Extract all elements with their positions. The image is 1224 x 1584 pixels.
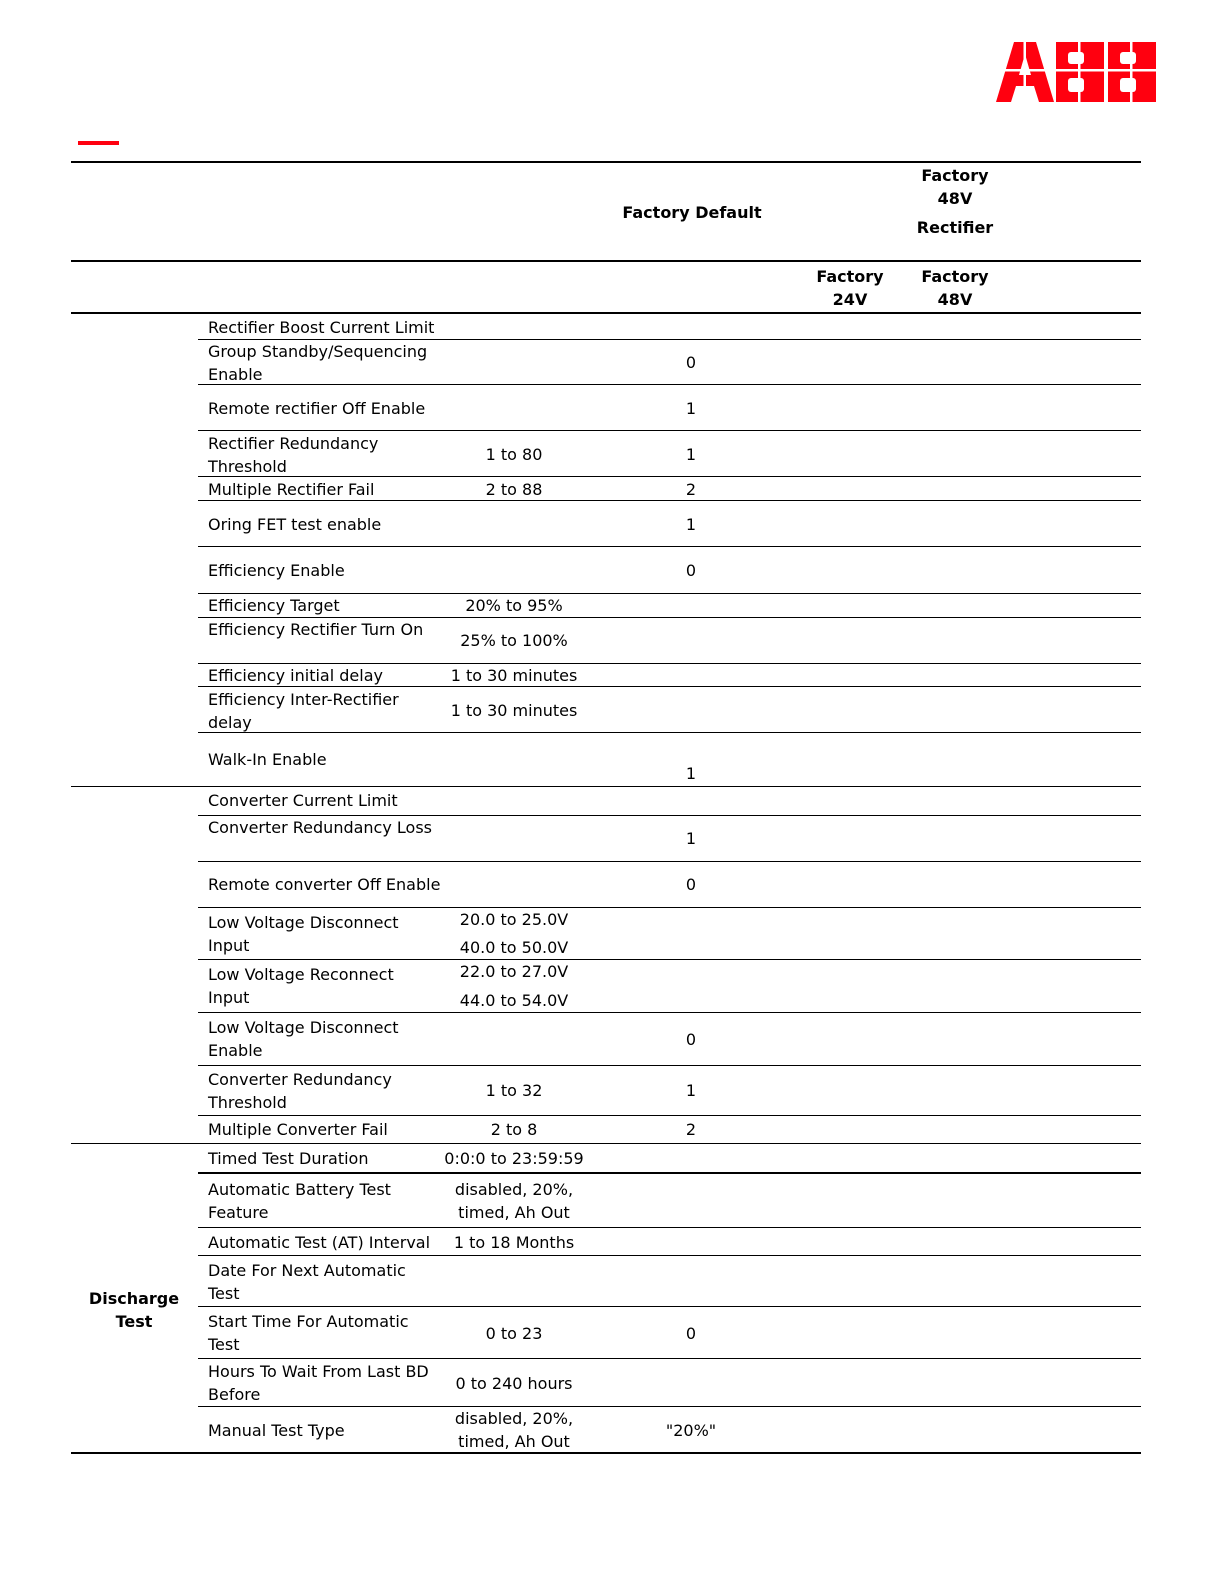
row-label-line: Low Voltage Disconnect bbox=[208, 913, 399, 932]
row-range: 20% to 95% bbox=[465, 596, 563, 615]
row-range-line: timed, Ah Out bbox=[458, 1203, 570, 1222]
row-label-line: Feature bbox=[208, 1203, 269, 1222]
header-text: 24V bbox=[832, 290, 868, 309]
row-label: Efficiency Enable bbox=[208, 561, 345, 580]
row-label: Timed Test Duration bbox=[208, 1149, 369, 1168]
row-rule bbox=[198, 1172, 1141, 1174]
row-rule bbox=[198, 1255, 1141, 1256]
row-label bbox=[208, 1360, 448, 1406]
row-label: Walk-In Enable bbox=[208, 750, 327, 769]
row-label bbox=[208, 688, 448, 734]
row-rule bbox=[198, 959, 1141, 960]
row-range: 44.0 to 54.0V bbox=[459, 991, 569, 1010]
header-text: Rectifier bbox=[916, 218, 994, 237]
row-label: Multiple Converter Fail bbox=[208, 1120, 388, 1139]
row-label-line: Before bbox=[208, 1385, 261, 1404]
row-label-line: Efficiency Inter-Rectifier bbox=[208, 690, 399, 709]
row-rule bbox=[198, 546, 1141, 547]
row-default: 0 bbox=[685, 561, 697, 580]
section-rule bbox=[71, 1143, 1141, 1144]
header-bottom-rule bbox=[71, 312, 1141, 314]
table-bottom-rule bbox=[71, 1452, 1141, 1454]
row-rule bbox=[198, 1406, 1141, 1407]
section-rule bbox=[71, 786, 1141, 787]
row-label-line: Low Voltage Disconnect bbox=[208, 1018, 399, 1037]
row-label bbox=[208, 1068, 448, 1114]
row-label-line: Hours To Wait From Last BD bbox=[208, 1362, 429, 1381]
row-label-line: Low Voltage Reconnect bbox=[208, 965, 394, 984]
row-default: 0 bbox=[685, 1030, 697, 1049]
row-label bbox=[208, 911, 448, 957]
row-label: Efficiency Target bbox=[208, 596, 340, 615]
row-range: 1 to 80 bbox=[485, 445, 543, 464]
row-label: Efficiency initial delay bbox=[208, 666, 383, 685]
row-rule bbox=[198, 1227, 1141, 1228]
header-factory-default: Factory Default bbox=[622, 203, 762, 222]
row-range-line: timed, Ah Out bbox=[458, 1432, 570, 1451]
row-default: 0 bbox=[685, 875, 697, 894]
row-label bbox=[208, 1310, 448, 1356]
row-default: 1 bbox=[685, 515, 697, 534]
row-range: 22.0 to 27.0V bbox=[459, 962, 569, 981]
row-default: "20%" bbox=[665, 1421, 717, 1440]
row-label-line: Converter Redundancy bbox=[208, 1070, 392, 1089]
row-label-line: Test bbox=[208, 1284, 240, 1303]
row-label-line: Date For Next Automatic bbox=[208, 1261, 406, 1280]
row-rule bbox=[198, 1065, 1141, 1066]
row-label bbox=[208, 1016, 448, 1062]
row-range: 0 to 240 hours bbox=[455, 1374, 573, 1393]
table-top-rule bbox=[71, 161, 1141, 163]
row-label bbox=[208, 432, 448, 478]
row-label-line: Input bbox=[208, 988, 250, 1007]
row-label bbox=[208, 1178, 448, 1224]
row-range bbox=[430, 1407, 598, 1453]
row-rule bbox=[198, 1358, 1141, 1359]
header-rule bbox=[71, 260, 1141, 262]
row-label-line: Enable bbox=[208, 365, 263, 384]
row-label-line: Rectifier Redundancy bbox=[208, 434, 379, 453]
row-label-line: Threshold bbox=[208, 1093, 287, 1112]
row-rule bbox=[198, 1012, 1141, 1013]
row-label-line: Input bbox=[208, 936, 250, 955]
row-range: 2 to 8 bbox=[490, 1120, 538, 1139]
row-label: Oring FET test enable bbox=[208, 515, 382, 534]
row-range bbox=[430, 1178, 598, 1224]
row-label: Remote rectifier Off Enable bbox=[208, 399, 426, 418]
row-label-line: Start Time For Automatic bbox=[208, 1312, 409, 1331]
row-range: 0 to 23 bbox=[485, 1324, 543, 1343]
header-text: Factory bbox=[816, 267, 884, 286]
row-label-line: Automatic Battery Test bbox=[208, 1180, 391, 1199]
row-label bbox=[208, 963, 448, 1009]
row-range: 1 to 30 minutes bbox=[450, 701, 578, 720]
row-label: Converter Current Limit bbox=[208, 791, 398, 810]
row-range: 20.0 to 25.0V bbox=[459, 910, 569, 929]
row-label: Manual Test Type bbox=[208, 1421, 345, 1440]
row-default: 2 bbox=[685, 1120, 697, 1139]
row-range: 2 to 88 bbox=[485, 480, 543, 499]
abb-logo bbox=[996, 42, 1156, 102]
row-label: Remote converter Off Enable bbox=[208, 875, 441, 894]
row-rule bbox=[198, 907, 1141, 908]
row-rule bbox=[198, 430, 1141, 431]
row-label: Multiple Rectifier Fail bbox=[208, 480, 375, 499]
header-text: 48V bbox=[937, 290, 973, 309]
row-label-line: Threshold bbox=[208, 457, 287, 476]
group-label-text: Test bbox=[115, 1312, 153, 1331]
row-default: 1 bbox=[685, 399, 697, 418]
row-default: 1 bbox=[685, 764, 697, 783]
row-default: 0 bbox=[685, 1324, 697, 1343]
row-label-line: delay bbox=[208, 713, 252, 732]
row-range-line: disabled, 20%, bbox=[454, 1409, 574, 1428]
row-range: 1 to 30 minutes bbox=[450, 666, 578, 685]
row-label: Automatic Test (AT) Interval bbox=[208, 1233, 431, 1252]
header-factory-24v bbox=[800, 265, 900, 311]
row-rule bbox=[198, 1306, 1141, 1307]
header-factory-48v-rectifier bbox=[896, 164, 1014, 239]
row-range: 25% to 100% bbox=[460, 631, 568, 650]
row-label: Rectifier Boost Current Limit bbox=[208, 318, 435, 337]
row-default: 1 bbox=[685, 829, 697, 848]
row-label bbox=[208, 340, 448, 386]
row-default: 2 bbox=[685, 480, 697, 499]
row-range: 1 to 18 Months bbox=[453, 1233, 575, 1252]
header-text: Factory bbox=[921, 166, 989, 185]
row-label-line: Group Standby/Sequencing bbox=[208, 342, 428, 361]
row-range-line: disabled, 20%, bbox=[454, 1180, 574, 1199]
row-label-line: Enable bbox=[208, 1041, 263, 1060]
row-default: 1 bbox=[685, 1081, 697, 1100]
row-rule bbox=[198, 861, 1141, 862]
header-text: Factory bbox=[921, 267, 989, 286]
row-label bbox=[208, 1259, 448, 1305]
header-factory-48v bbox=[905, 265, 1005, 311]
row-range: 1 to 32 bbox=[485, 1081, 543, 1100]
group-label-discharge-test bbox=[74, 1287, 194, 1333]
row-label: Converter Redundancy Loss bbox=[208, 818, 432, 837]
row-default: 0 bbox=[685, 353, 697, 372]
row-label: Efficiency Rectifier Turn On bbox=[208, 620, 424, 639]
row-default: 1 bbox=[685, 445, 697, 464]
row-range: 0:0:0 to 23:59:59 bbox=[444, 1149, 584, 1168]
group-label-text: Discharge bbox=[88, 1289, 180, 1308]
row-rule bbox=[198, 1115, 1141, 1116]
header-text: 48V bbox=[937, 189, 973, 208]
row-label-line: Test bbox=[208, 1335, 240, 1354]
row-range: 40.0 to 50.0V bbox=[459, 938, 569, 957]
accent-bar bbox=[78, 141, 119, 145]
